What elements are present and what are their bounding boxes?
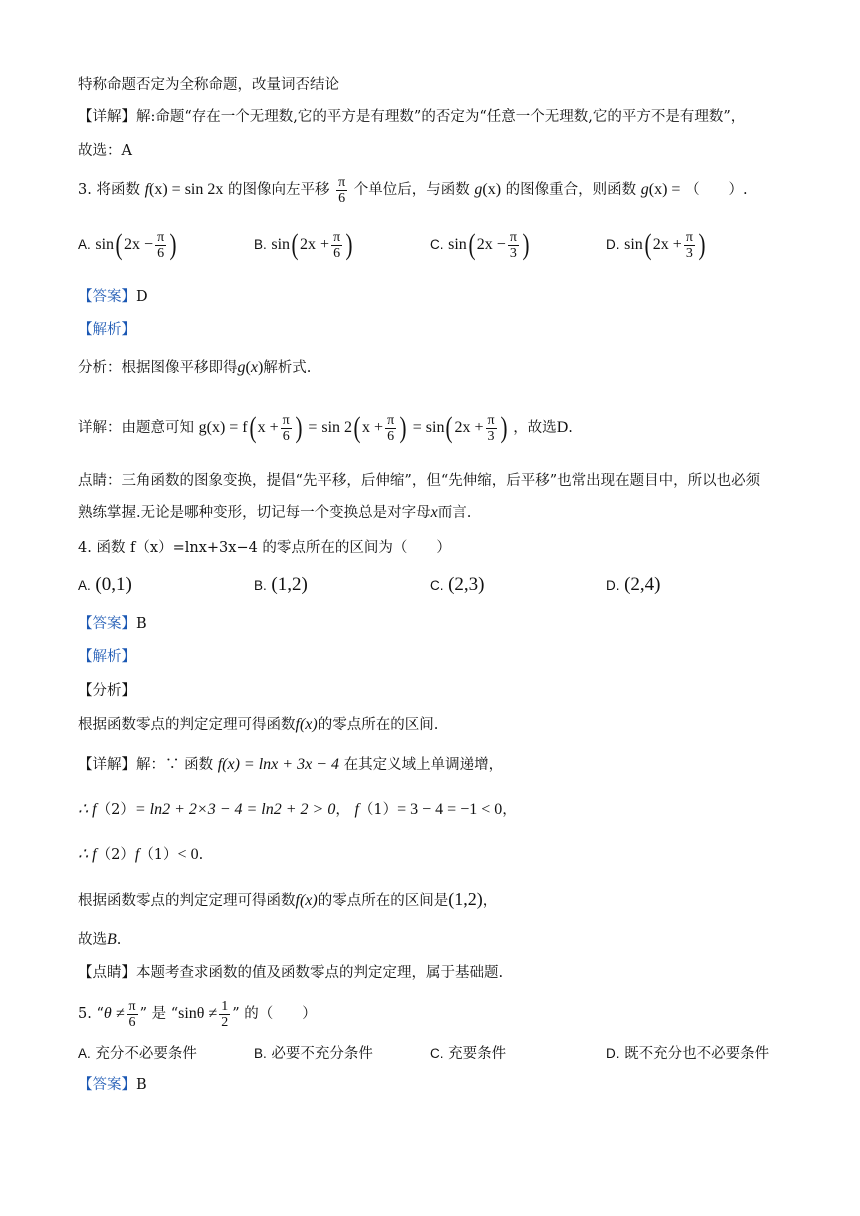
q5-option-a: A. 充分不必要条件: [78, 1046, 197, 1062]
paragraph-choice: 故选：A: [78, 143, 132, 159]
q4-answer: 【答案】B: [78, 616, 147, 632]
q3-text: 的图像重合，则函数: [505, 182, 637, 198]
q5-answer: 【答案】B: [78, 1077, 147, 1093]
q3-text: 将函数: [96, 182, 140, 198]
q4-note: 【点睛】本题考查求函数的值及函数零点的判定定理，属于基础题.: [78, 965, 504, 981]
detail-text: 解:命题“存在一个无理数,它的平方是有理数”的否定为“任意一个无理数,它的平方不是有理数”，: [136, 109, 746, 125]
q4-detail-4: 根据函数零点的判定定理可得函数f(x)的零点所在的区间是(1,2)，: [78, 889, 498, 909]
q3-frac: $\frac{\pi}{6}$: [338, 174, 346, 206]
q5-stem: 5. “θ ≠ $\frac{\pi}{6}$ ” 是 “sinθ ≠ $\frac{1}{2}$ ” 的（ ）: [78, 998, 317, 1030]
q5-option-b: B. 必要不充分条件: [254, 1046, 373, 1062]
q3-text: 的图像向左平移: [227, 182, 330, 198]
q4-analysis-heading: 【解析】: [78, 649, 136, 665]
q3-option-b: B. sin(2x + $\frac{\pi}{6}$ ): [254, 228, 353, 261]
q4-option-c: C. (2,3): [430, 574, 485, 595]
q3-analysis-line: 分析：根据图像平移即得g(x)解析式.: [78, 359, 312, 376]
q4-stem: 4. 函数 f（x）=lnx+3x−4 的零点所在的区间为（ ）: [78, 540, 451, 556]
answer-value: D: [136, 289, 148, 305]
paragraph-strategy: 特称命题否定为全称命题，改量词否结论: [78, 77, 339, 93]
q4-detail-3: ∴ f（2）f（1）< 0.: [78, 846, 204, 863]
q3-blank: （ ）.: [685, 182, 748, 198]
q3-g: g: [474, 181, 483, 198]
q3-option-a: A. sin(2x − $\frac{\pi}{6}$ ): [78, 228, 177, 261]
q3-comment-2: 熟练掌握.无论是哪种变形，切记每一个变换总是对字母x而言.: [78, 504, 472, 521]
q3-g-arg: (x): [482, 181, 502, 198]
answer-tag: 【答案】: [78, 289, 136, 305]
q3-answer: [78, 287, 148, 307]
q3-option-c: C. sin(2x − $\frac{\pi}{3}$ ): [430, 228, 530, 261]
q3-comment-1: 点睛：三角函数的图象变换，提倡“先平移，后伸缩”，但“先伸缩，后平移”也常出现在题目中，所以也必须: [78, 473, 761, 489]
q4-option-b: B. (1,2): [254, 574, 308, 595]
q3-analysis-heading: [78, 320, 136, 340]
q3-number: 3.: [78, 182, 92, 198]
q3-g-eq: (x) =: [648, 181, 681, 198]
q3-f: f: [144, 181, 150, 198]
q3-g: g: [640, 181, 649, 198]
analysis-tag: 【解析】: [78, 322, 136, 338]
q4-detail-5: 故选B.: [78, 931, 122, 948]
q5-option-d: D. 既不充分也不必要条件: [606, 1046, 770, 1062]
q3-f-expr: (x) = sin 2x: [149, 181, 224, 198]
q3-detail-line: 详解：由题意可知 g(x) = f(x + $\frac{\pi}{6}$ ) = sin 2(x + $\frac{\pi}{6}$ ) = sin(2x + $\frac{\pi}{3}$ ) ，故选D.: [78, 411, 573, 444]
q4-option-d: D. (2,4): [606, 574, 661, 595]
q4-analyze-heading: 【分析】: [78, 683, 136, 699]
q4-detail-1: 【详解】解：∵ 函数 f(x) = lnx + 3x − 4 在其定义域上单调递增，: [78, 756, 504, 773]
q4-analyze-text: 根据函数零点的判定定理可得函数f(x)的零点所在的区间.: [78, 716, 439, 733]
q4-detail-2: ∴ f（2）= ln2 + 2×3 − 4 = ln2 + 2 > 0， f（1）= 3 − 4 = −1 < 0，: [78, 801, 517, 818]
q4-option-a: A. (0,1): [78, 574, 132, 595]
q3-text: 个单位后，与函数: [353, 182, 470, 198]
q3-option-d: D. sin(2x + $\frac{\pi}{3}$ ): [606, 228, 706, 261]
paragraph-detail: [78, 107, 745, 127]
q5-option-c: C. 充要条件: [430, 1046, 507, 1062]
q3-stem: [78, 172, 748, 208]
detail-tag: 【详解】: [78, 109, 136, 125]
